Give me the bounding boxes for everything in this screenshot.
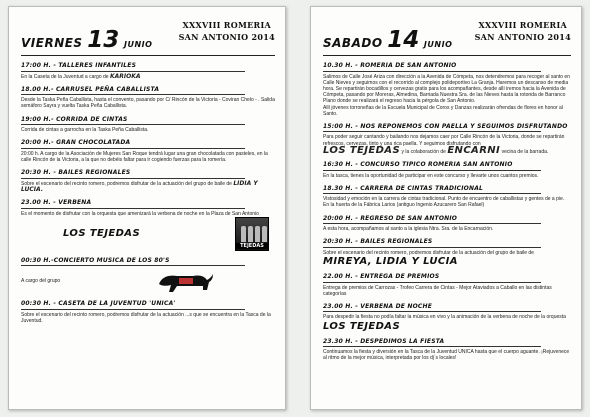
day-number: 13 [87, 27, 120, 53]
divider [21, 208, 245, 209]
event-item [21, 86, 275, 110]
event-time: 20:30 H. - BAILES REGIONALES [21, 169, 131, 177]
event-description: Para despedir la fiesta no podía faltar la música en vivo y la animación de la verbena de noche de la orquesta [323, 314, 566, 321]
event-description: Para poder seguir cantando y bailando nos dejamos caer por Calle Rincón de la Victoria, donde se repartirán refrescos, cervezas, tinto y una rica paella. Y seguimos disfrutando con [323, 134, 565, 147]
page-header [323, 17, 571, 55]
event-time: 18.00 H.- CARRUSEL PEÑA CABALLISTA [21, 85, 160, 93]
festival-title-line1: XXXVIII ROMERIA [182, 20, 272, 30]
divider [323, 247, 541, 248]
event-item [323, 238, 571, 267]
event-description: Corrida de cintas a garrocha en la Taska Peña Caballista. [21, 127, 149, 134]
divider [323, 346, 541, 347]
divider [21, 265, 245, 266]
divider [323, 193, 541, 194]
divider [21, 94, 245, 95]
event-time: 00:30 H.-CONCIERTO MUSICA DE LOS 80'S [21, 256, 170, 264]
event-item [21, 257, 275, 295]
event-guest: ENCARNI [447, 144, 501, 156]
event-description: Sobre el escenario del recinto romero, podremos disfrutar de la actuación del grupo de baile de LIDIA Y LUCIA. [21, 179, 258, 193]
event-time: 15:00 H. - NOS REPONEMOS CON PAELLA Y SEGUIMOS DISFRUTANDO [323, 122, 568, 130]
event-description: Continuamos la fiesta y diversión en la Tasca de la Juventud UNICA hasta que el cuerpo aguante. ¡Rejuvenece al ritmo de la mejor música, interpretada por los dj´s locales! [323, 349, 570, 362]
event-note: Allí jóvenes torroneñas de la Escuela Municipal de Coros y Danzas realizarán ofrendas de flores en honor al Santo. [323, 104, 563, 117]
event-item [323, 338, 571, 362]
event-time: 16:30 H. - CONCURSO TIPICO ROMERIA SAN ANTONIO [323, 161, 513, 169]
event-description: Sobre el escenario del recinto romero, podremos disfrutar de la actuación ...s que se encuentra en la Tasca de la Juventud. [21, 311, 271, 325]
event-description: 20:00 h. A cargo de la Asociación de Mujeres San Roque tendrá lugar una gran chocolatada con pasteles, en la calle Rincón de la Victoria, a la que no debéis faltar para ir cogiendo fuerzas para la romería. [21, 150, 268, 164]
event-description: Entrega de premios de Carrozas - Trofeo Carrera de Cintas - Mejor Ataviados a Caballo en las distintas categorías [323, 284, 552, 297]
event-item [323, 185, 571, 209]
event-item [323, 62, 571, 117]
event-time: 22.00 H. - ENTREGA DE PREMIOS [323, 273, 440, 281]
festival-title [179, 19, 275, 43]
event-time: 10.30 H. - ROMERIA DE SAN ANTONIO [323, 62, 457, 69]
event-time: 20:00 H. - REGRESO DE SAN ANTONIO [323, 214, 458, 222]
event-description: Sobre el escenario del recinto romero, podremos disfrutar de la actuación del grupo de baile de [323, 249, 534, 256]
event-time: 23.00 H. - VERBENA DE NOCHE [323, 302, 433, 310]
events-list [311, 56, 581, 362]
event-time: 00:30 H. - CASETA DE LA JUVENTUD 'UNICA' [21, 300, 176, 308]
festival-title-line1: XXXVIII ROMERIA [478, 20, 568, 30]
divider [21, 148, 245, 149]
event-item [21, 62, 275, 80]
bull-icon [153, 268, 215, 294]
event-time: 20:30 H. - BAILES REGIONALES [323, 238, 433, 246]
event-time: 19:00 H.- CORRIDA DE CINTAS [21, 115, 128, 123]
poster-label: TEJEDAS [236, 243, 268, 249]
event-time: 20:00 H.- GRAN CHOCOLATADA [21, 139, 131, 147]
event-performers: LOS TEJEDAS y la colaboración de ENCARNI vecina de la barrada. [323, 144, 549, 156]
event-item [323, 273, 571, 297]
festival-title-line2: SAN ANTONIO 2014 [474, 32, 571, 42]
event-description: En la tasca, tienes la oportunidad de participar en este concurso y llevarte unos cuantos premios. [323, 172, 539, 179]
festival-title [475, 19, 571, 43]
event-item [21, 116, 275, 134]
page-header [21, 17, 275, 55]
friday-program-page [8, 6, 286, 410]
events-list [9, 56, 285, 324]
month-name: JUNIO [423, 40, 453, 49]
event-description: A cargo del grupo [21, 278, 61, 285]
day-name: SABADO [323, 36, 383, 50]
event-time: 18.30 H. - CARRERA DE CINTAS TRADICIONAL [323, 184, 484, 192]
saturday-program-page [310, 6, 582, 410]
event-description: Vistosidad y emoción en la carrera de cintas tradicional. Punto de encuentro de caballistas y gentes de a pie. En la huerta de la Fábrica Larios (antiguo Ingenio Azucarero San Rafael) [323, 196, 565, 209]
event-performer: LOS TEJEDAS [63, 228, 141, 240]
day-heading [21, 27, 152, 53]
event-time: 23.00 H. - VERBENA [21, 199, 92, 207]
festival-title-line2: SAN ANTONIO 2014 [178, 32, 275, 42]
divider [323, 131, 541, 132]
divider [21, 71, 245, 72]
event-performer: LOS TEJEDAS [323, 320, 401, 332]
event-row [21, 268, 275, 294]
day-number: 14 [387, 27, 420, 53]
event-description: Salimos de Calle José Ariza con dirección a la Avenida de Cómpeta, nos detendremos para recoger al santo en Calle Nieves y seguimos con el recorrido al complejo polideportivo La Granja. Haremos un descanso de media hora. Se repartirán bocadillos y cervezas gratis para los acompañantes, desde allí iremos hacia la Avenida de Cómpeta, pasando por Moreras, Almedina, Barriada Nuestra Sra. de las Nieves hasta la rotonda de Barranco Plano donde se realizará el regreso hacia la pérgola de San Antonio. [323, 73, 570, 105]
performer-row [21, 217, 275, 251]
band-poster [235, 217, 269, 251]
divider [323, 311, 541, 312]
divider [323, 223, 541, 224]
event-item [21, 199, 275, 251]
event-item [323, 303, 571, 332]
divider [21, 309, 245, 310]
event-description: Es el momento de disfrutar con la orquesta que amenizará la verbena de noche en la Plaza de San Antonio [21, 210, 259, 217]
divider [21, 124, 245, 125]
event-description: A esta hora, acompañamos al santo a la iglesia Ntra. Sra. de la Encarnación. [323, 226, 494, 233]
event-performer: LIDIA Y LUCIA. [21, 179, 258, 193]
event-performer: KARIOKA [109, 72, 141, 80]
event-description: En la Caseta de la Juventud a cargo de KARIOKA [21, 72, 141, 80]
month-name: JUNIO [123, 40, 153, 49]
event-time: 23.30 H. - DESPEDIMOS LA FIESTA [323, 337, 445, 345]
event-item [21, 139, 275, 163]
event-item [323, 215, 571, 233]
divider [323, 71, 541, 72]
event-item [323, 123, 571, 155]
divider [21, 178, 245, 179]
event-performer: LOS TEJEDAS [323, 144, 401, 156]
day-heading [323, 27, 452, 53]
divider [323, 282, 541, 283]
divider [323, 170, 541, 171]
day-name: VIERNES [21, 36, 83, 50]
event-time: 17:00 H. - TALLERES INFANTILES [21, 62, 137, 69]
event-performer: MIREYA, LIDIA Y LUCIA [323, 256, 458, 268]
event-item [21, 169, 275, 193]
event-item [21, 300, 275, 324]
event-description: Desde la Taska Peña Caballista, hasta el convento, pasando por C/ Rincón de la Victoria - Coviran Chelo - . Salida semáforo Sayra y vuelta Taska Peña Caballista. [21, 97, 275, 110]
event-item [323, 161, 571, 179]
